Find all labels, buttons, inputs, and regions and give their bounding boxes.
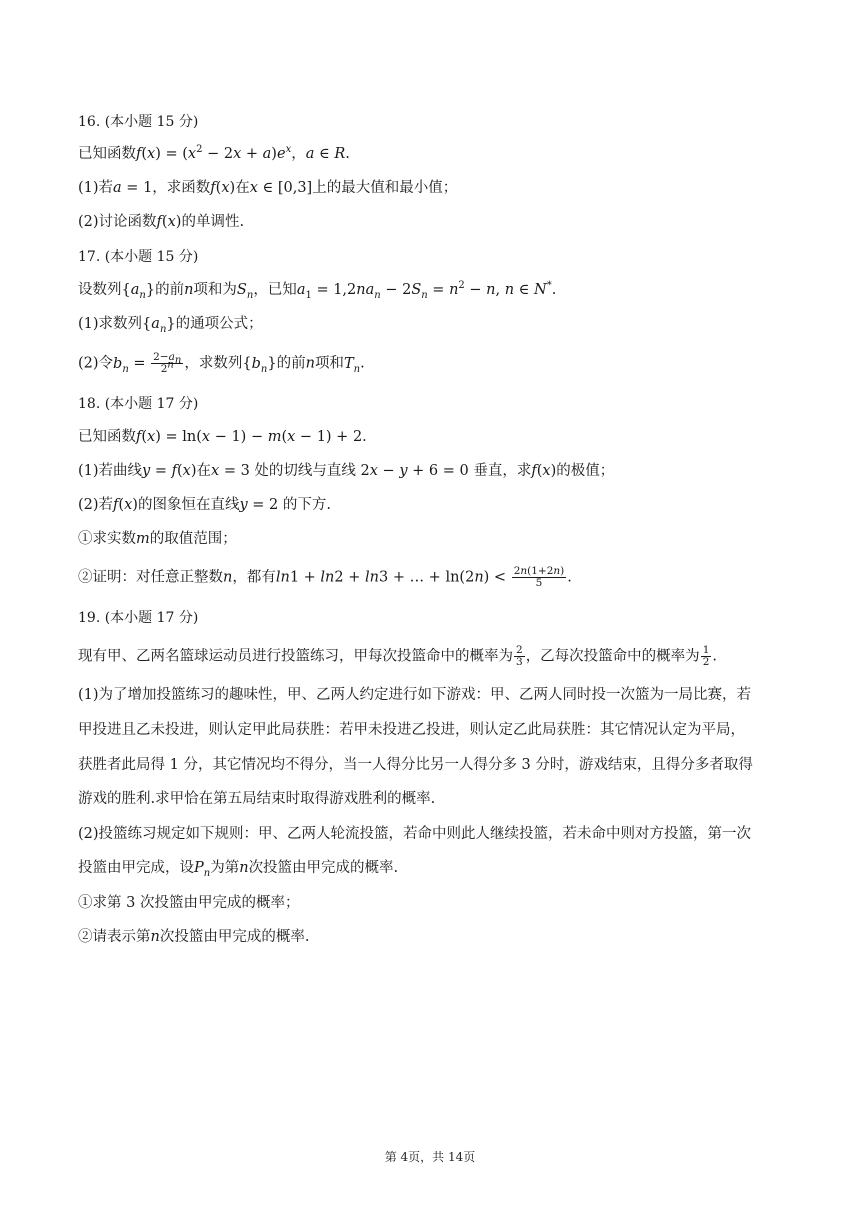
q19-part2-line2: 投篮由甲完成，设$P_n$为第n次投篮由甲完成的概率. [78,860,399,879]
q19-part2-line1: (2)投篮练习规定如下规则：甲、乙两人轮流投篮，若命中则此人继续投篮，若未命中则对方投篮，第一次 [78,826,752,842]
fraction-two-thirds: $\frac{2}{3}$ [516,644,523,668]
q16-part1: (1)若a = 1，求函数f(x)在x ∈ [0,3]上的最大值和最小值； [78,180,458,196]
page-number: 第 4页，共 14页 [384,1150,476,1164]
q19-part1-line2: 甲投进且乙未投进，则认定甲此局获胜：若甲未投进乙投进，则认定乙此局获胜：其它情况认定为平局， [78,722,745,738]
q16-stem: 已知函数$f(x) = (x^2 - 2x + a)e^x$，a ∈ R. [78,144,350,162]
q19-sub2: ②请表示第n次投篮由甲完成的概率. [78,929,310,945]
q18-stem: 已知函数f(x) = ln(x − 1) − m(x − 1) + 2. [78,429,367,445]
fraction-bound: $\frac{2n(1+2n)}{5}$ [513,565,565,589]
q19-part1-line3: 获胜者此局得 1 分，其它情况均不得分，当一人得分比另一人得分多 3 分时，游戏结束，且得分多者取得 [78,757,753,773]
q19-stem: 现有甲、乙两名篮球运动员进行投篮练习，甲每次投篮命中的概率为 $\frac{2}{3}$ ，乙每次投篮命中的概率为 $\frac{1}{2}$ . [78,644,717,668]
q19-sub1: ①求第 3 次投篮由甲完成的概率； [78,895,300,911]
q16-header: 16. (本小题 15 分) [78,114,199,130]
q16-part2: (2)讨论函数f(x)的单调性. [78,214,245,230]
fraction-one-half: $\frac{1}{2}$ [702,644,710,668]
q18-sub1: ①求实数m的取值范围； [78,531,237,547]
q17-stem: 设数列$\{a_n\}$的前n项和为$S_n$，已知$a_1 = 1,2na_n - 2S_n = n^2 - n$, n ∈ N*. [78,280,557,301]
q17-part1: (1)求数列$\{a_n\}$的通项公式； [78,316,263,335]
q19-header: 19. (本小题 17 分) [78,610,199,626]
q18-sub2: ②证明：对任意正整数n，都有ln1 + ln2 + ln3 + … + ln(2n) < $\frac{2n(1+2n)}{5}$ . [78,565,572,589]
q18-part2: (2)若f(x)的图象恒在直线y = 2 的下方. [78,497,331,513]
fraction-b-n: $\frac{2-a_n}{2^n}$ [153,351,182,375]
q18-part1: (1)若曲线y = f(x)在x = 3 处的切线与直线 2x − y + 6 = 0 垂直，求f(x)的极值； [78,463,615,479]
q18-header: 18. (本小题 17 分) [78,396,199,412]
q17-part2: (2)令$b_n$ = $\frac{2-a_n}{2^n}$ ，求数列$\{b_n\}$的前n项和$T_n$. [78,351,365,375]
q19-part1-line1: (1)为了增加投篮练习的趣味性，甲、乙两人约定进行如下游戏：甲、乙两人同时投一次篮为一局比赛，若 [78,687,752,703]
q17-header: 17. (本小题 15 分) [78,249,199,265]
q19-part1-line4: 游戏的胜利.求甲恰在第五局结束时取得游戏胜利的概率. [78,791,436,807]
